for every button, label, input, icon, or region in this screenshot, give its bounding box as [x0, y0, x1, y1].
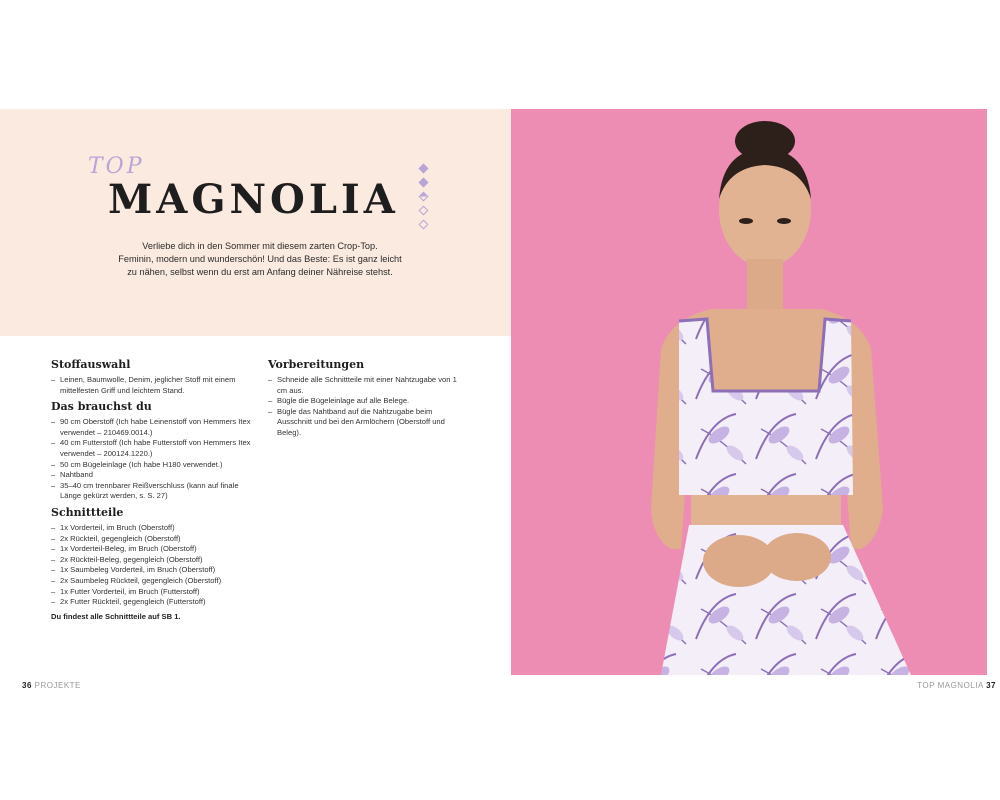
section-heading: Schnittteile	[51, 505, 124, 519]
section-heading: Vorbereitungen	[268, 358, 365, 371]
list-item: – Bügle das Nahtband auf die Nahtzugabe beim Ausschnitt und bei den Armlöchern (Oberstoff und Beleg).	[268, 407, 468, 439]
section-label-right: TOP MAGNOLIA	[917, 681, 984, 690]
section-das-brauchst-du	[51, 400, 256, 502]
list	[268, 375, 468, 439]
section-heading: Das brauchst du	[51, 400, 152, 414]
list	[51, 375, 256, 396]
section-vorbereitungen	[268, 358, 468, 439]
model-photo	[511, 109, 987, 675]
diamond-ornament	[418, 165, 430, 235]
list-item: – Schneide alle Schnittteile mit einer Nahtzugabe von 1 cm aus.	[268, 375, 468, 396]
section-schnittteile	[51, 506, 256, 621]
list-item: – 2x Saumbeleg Rückteil, gegengleich (Oberstoff)	[51, 576, 256, 587]
list-item: – 35–40 cm trennbarer Reißverschluss (kann auf finale Länge gekürzt werden, s. S. 27)	[51, 481, 256, 502]
intro-line: Verliebe dich in den Sommer mit diesem zarten Crop-Top.	[142, 241, 378, 251]
diamond-icon	[419, 192, 429, 202]
list-item: – 50 cm Bügeleinlage (Ich habe H180 verwendet.)	[51, 460, 256, 471]
page-number-right: 37	[986, 681, 996, 690]
right-column	[268, 358, 468, 443]
list	[51, 523, 256, 608]
pattern-sheet-note: Du findest alle Schnittteile auf SB 1.	[51, 611, 181, 621]
intro-line: Feminin, modern und wunderschön! Und das Beste: Es ist ganz leicht	[118, 254, 402, 264]
title-eyebrow: TOP	[88, 154, 145, 179]
intro-text	[110, 240, 410, 279]
diamond-icon	[419, 206, 429, 216]
list-item: – Bügle die Bügeleinlage auf alle Belege.	[268, 396, 468, 407]
section-heading: Stoffauswahl	[51, 358, 131, 371]
section-label-left: PROJEKTE	[34, 681, 81, 690]
list	[51, 417, 256, 502]
list-item: – 1x Saumbeleg Vorderteil, im Bruch (Oberstoff)	[51, 565, 256, 576]
diamond-icon	[419, 164, 429, 174]
diamond-icon	[419, 220, 429, 230]
diamond-icon	[419, 178, 429, 188]
list-item: – Leinen, Baumwolle, Denim, jeglicher Stoff mit einem mittelfesten Griff und leichtem Stand.	[51, 375, 256, 396]
footer-left	[22, 681, 81, 690]
footer-right	[917, 681, 996, 690]
list-item: – 2x Futter Rückteil, gegengleich (Futterstoff)	[51, 597, 256, 608]
list-item: – 2x Rückteil-Beleg, gegengleich (Oberstoff)	[51, 555, 256, 566]
page-title: MAGNOLIA	[108, 176, 399, 223]
section-stoffauswahl	[51, 358, 256, 396]
left-column	[51, 358, 256, 625]
intro-line: zu nähen, selbst wenn du erst am Anfang deiner Nähreise stehst.	[127, 267, 393, 277]
list-item: – 1x Futter Vorderteil, im Bruch (Futterstoff)	[51, 587, 256, 598]
list-item: – Nahtband	[51, 470, 256, 481]
list-item: – 40 cm Futterstoff (Ich habe Futterstoff von Hemmers Itex verwendet – 200124.1220.)	[51, 438, 256, 459]
list-item: – 1x Vorderteil, im Bruch (Oberstoff)	[51, 523, 256, 534]
list-item: – 90 cm Oberstoff (Ich habe Leinenstoff von Hemmers Itex verwendet – 210469.0014.)	[51, 417, 256, 438]
list-item: – 1x Vorderteil-Beleg, im Bruch (Oberstoff)	[51, 544, 256, 555]
page-number-left: 36	[22, 681, 32, 690]
model-photo-illustration	[511, 109, 987, 675]
list-item: – 2x Rückteil, gegengleich (Oberstoff)	[51, 534, 256, 545]
